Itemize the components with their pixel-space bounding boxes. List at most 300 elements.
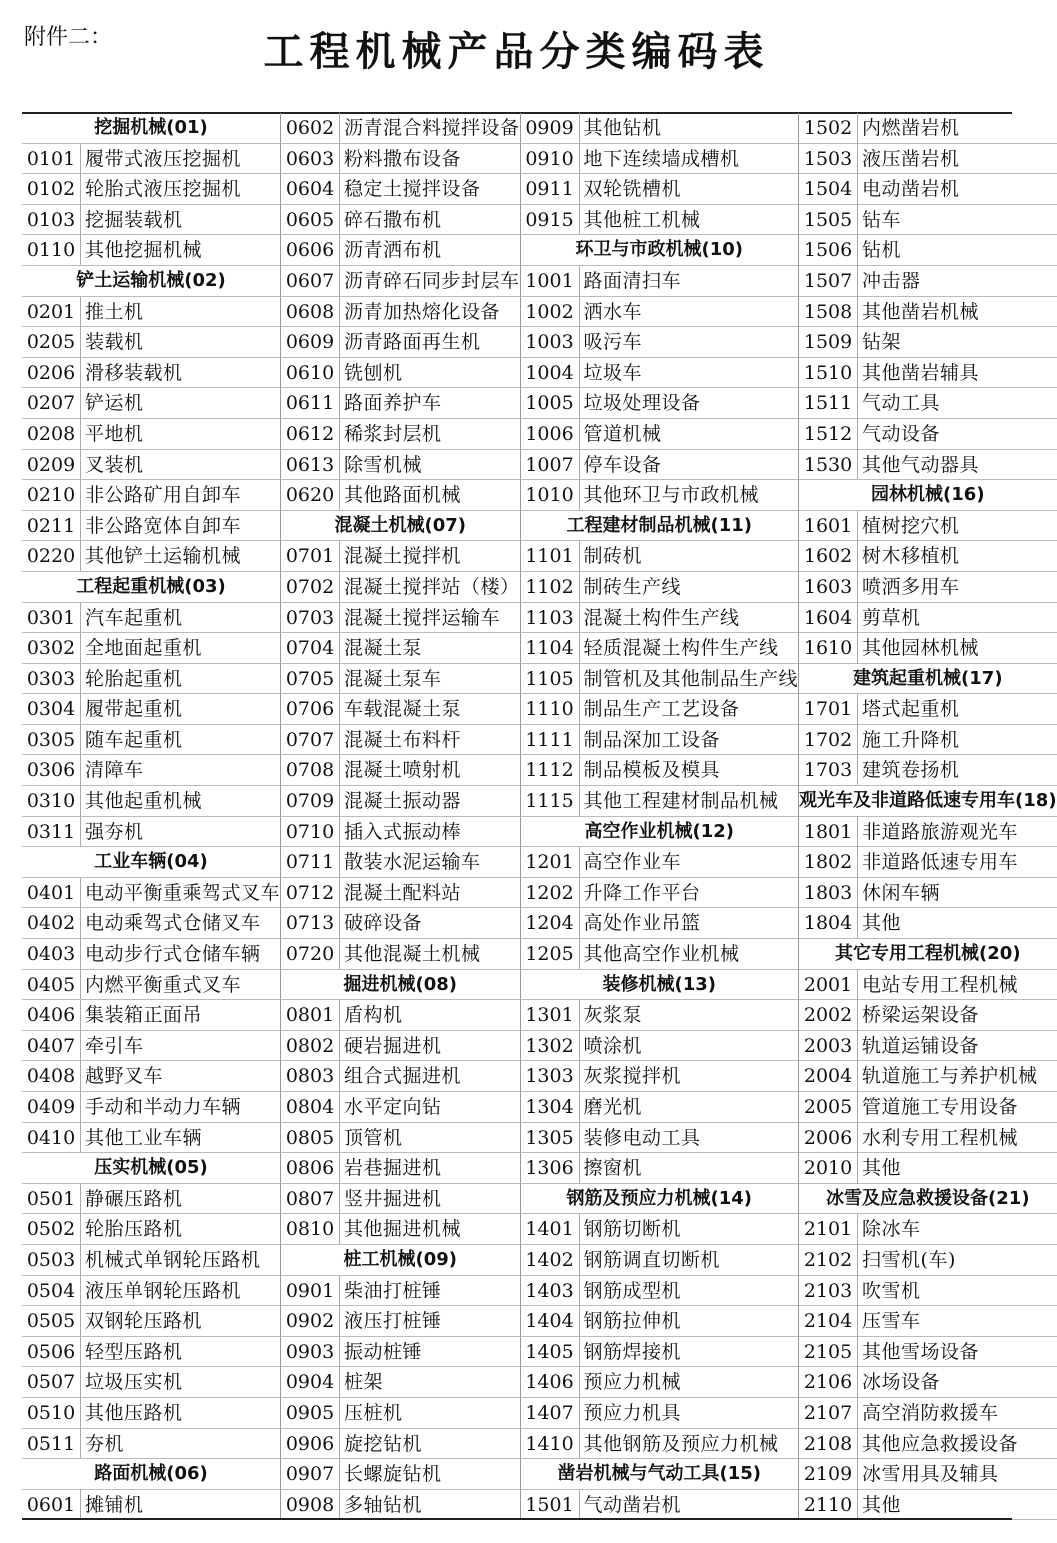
product-name: 垃圾处理设备: [583, 392, 701, 415]
category-header: 环卫与市政机械(10): [521, 235, 800, 266]
product-code: 1603: [799, 572, 858, 602]
product-code: 0110: [22, 235, 81, 265]
product-name: 轮胎式液压挖掘机: [85, 178, 242, 201]
product-name: 擦窗机: [583, 1157, 643, 1180]
category-header: 工程起重机械(03): [22, 572, 281, 603]
product-name: 履带式液压挖掘机: [85, 147, 242, 170]
table-row: [22, 755, 281, 786]
product-name: 管道机械: [583, 422, 662, 445]
product-name: 混凝土配料站: [344, 881, 462, 904]
product-code: 0220: [22, 541, 81, 571]
table-row: [521, 755, 800, 786]
table-row: [281, 664, 521, 695]
product-name: 混凝土搅拌站（楼）: [344, 575, 520, 598]
product-name: 电动步行式仓储车辆: [85, 943, 261, 966]
table-row: [799, 144, 1057, 175]
product-name: 集装箱正面吊: [85, 1004, 203, 1027]
product-code: 1804: [799, 908, 858, 938]
product-name: 高空消防救援车: [862, 1401, 999, 1424]
table-row: [281, 1184, 521, 1215]
product-code: 0701: [281, 541, 340, 571]
product-code: 1604: [799, 603, 858, 633]
table-row: [22, 1490, 281, 1521]
product-name: 升降工作平台: [583, 881, 701, 904]
table-row: [281, 235, 521, 266]
table-row: [521, 664, 800, 695]
product-code: 0409: [22, 1092, 81, 1122]
category-header: 混凝土机械(07): [281, 511, 521, 542]
product-name: 稀浆封层机: [344, 422, 442, 445]
product-code: 0713: [281, 908, 340, 938]
product-code: 2003: [799, 1031, 858, 1061]
product-name: 混凝土泵: [344, 637, 423, 660]
table-row: [521, 633, 800, 664]
product-code: 0407: [22, 1031, 81, 1061]
product-name: 植树挖穴机: [862, 514, 960, 537]
table-row: [799, 1000, 1057, 1031]
product-name: 破碎设备: [344, 912, 423, 935]
category-header: 路面机械(06): [22, 1459, 281, 1490]
product-name: 灰浆泵: [583, 1004, 643, 1027]
product-name: 混凝土喷射机: [344, 759, 462, 782]
product-code: 0707: [281, 725, 340, 755]
product-name: 剪草机: [862, 606, 921, 629]
product-name: 内燃平衡重式叉车: [85, 973, 242, 996]
table-row: [22, 633, 281, 664]
product-name: 顶管机: [344, 1126, 403, 1149]
product-code: 1007: [521, 450, 580, 480]
table-row: [281, 358, 521, 389]
table-row: [281, 603, 521, 634]
product-name: 静碾压路机: [85, 1187, 183, 1210]
product-code: 0403: [22, 939, 81, 969]
product-code: 2004: [799, 1061, 858, 1091]
table-row: [281, 1153, 521, 1184]
product-code: 1111: [521, 725, 580, 755]
product-code: 0603: [281, 144, 340, 174]
table-row: [281, 817, 521, 848]
product-name: 轻质混凝土构件生产线: [583, 637, 779, 660]
product-name: 平地机: [85, 422, 144, 445]
product-name: 其他路面机械: [344, 484, 462, 507]
product-name: 灰浆搅拌机: [583, 1065, 682, 1088]
product-name: 其他应急救援设备: [862, 1432, 1019, 1455]
product-code: 0901: [281, 1276, 340, 1306]
table-row: [799, 1214, 1057, 1245]
product-code: 1204: [521, 908, 580, 938]
product-name: 牵引车: [85, 1034, 144, 1057]
product-name: 柴油打桩锤: [344, 1279, 442, 1302]
product-code: 1105: [521, 664, 580, 694]
product-name: 组合式掘进机: [344, 1065, 462, 1088]
product-code: 1303: [521, 1061, 580, 1091]
table-row: [521, 480, 800, 511]
table-row: [521, 786, 800, 817]
product-name: 钢筋切断机: [583, 1218, 682, 1241]
product-name: 垃圾压实机: [85, 1371, 183, 1394]
product-name: 气动凿岩机: [583, 1493, 682, 1516]
table-row: [281, 725, 521, 756]
category-header: 装修机械(13): [521, 970, 800, 1001]
table-row: [799, 113, 1057, 144]
product-code: 0401: [22, 878, 81, 908]
product-name: 履带起重机: [85, 698, 183, 721]
category-header: 压实机械(05): [22, 1153, 281, 1184]
product-code: 1001: [521, 266, 580, 296]
product-name: 混凝土搅拌机: [344, 545, 462, 568]
product-name: 液压打桩锤: [344, 1310, 442, 1333]
product-code: 1504: [799, 174, 858, 204]
table-row: [799, 388, 1057, 419]
product-code: 1602: [799, 541, 858, 571]
product-code: 0904: [281, 1367, 340, 1397]
table-row: [521, 358, 800, 389]
table-row: [22, 1061, 281, 1092]
table-row: [22, 419, 281, 450]
product-code: 1511: [799, 388, 858, 418]
product-name: 电动凿岩机: [862, 178, 960, 201]
table-row: [281, 939, 521, 970]
product-code: 1505: [799, 205, 858, 235]
product-name: 其他起重机械: [85, 790, 203, 813]
table-row: [799, 235, 1057, 266]
product-name: 其他: [862, 1493, 902, 1516]
category-header: 高空作业机械(12): [521, 817, 800, 848]
table-row: [281, 1337, 521, 1368]
table-row: [521, 1123, 800, 1154]
product-code: 0502: [22, 1214, 81, 1244]
product-code: 0604: [281, 174, 340, 204]
product-name: 液压凿岩机: [862, 147, 960, 170]
table-row: [281, 388, 521, 419]
table-row: [281, 480, 521, 511]
product-code: 1301: [521, 1000, 580, 1030]
product-name: 钻车: [862, 208, 902, 231]
product-name: 全地面起重机: [85, 637, 203, 660]
table-row: [281, 1367, 521, 1398]
product-code: 0511: [22, 1429, 81, 1459]
table-row: [281, 694, 521, 725]
product-name: 其他钻机: [583, 117, 662, 139]
product-name: 非道路旅游观光车: [862, 820, 1019, 843]
product-name: 非道路低速专用车: [862, 851, 1019, 874]
product-name: 制品深加工设备: [583, 728, 721, 751]
table-row: [281, 205, 521, 236]
product-code: 1306: [521, 1153, 580, 1183]
table-row: [799, 205, 1057, 236]
table-row: [799, 1306, 1057, 1337]
table-row: [281, 572, 521, 603]
product-code: 0510: [22, 1398, 81, 1428]
table-row: [521, 603, 800, 634]
product-code: 1507: [799, 266, 858, 296]
product-name: 洒水车: [583, 300, 643, 323]
product-code: 2001: [799, 970, 858, 1000]
table-row: [521, 1000, 800, 1031]
product-code: 1501: [521, 1490, 580, 1520]
product-name: 滑移装载机: [85, 361, 183, 384]
table-row: [799, 297, 1057, 328]
product-name: 混凝土搅拌运输车: [344, 606, 501, 629]
table-row: [799, 1031, 1057, 1062]
product-name: 越野叉车: [85, 1065, 164, 1088]
product-code: 1407: [521, 1398, 580, 1428]
product-code: 1508: [799, 297, 858, 327]
product-name: 岩巷掘进机: [344, 1157, 442, 1180]
table-row: [281, 1490, 521, 1521]
attachment-label: 附件二：: [24, 25, 113, 50]
table-row: [22, 1306, 281, 1337]
product-name: 路面清扫车: [583, 269, 682, 292]
product-name: 吹雪机: [862, 1279, 921, 1302]
product-name: 地下连续墙成槽机: [583, 147, 740, 170]
product-name: 硬岩掘进机: [344, 1034, 442, 1057]
product-code: 0804: [281, 1092, 340, 1122]
product-name: 振动桩锤: [344, 1340, 423, 1363]
product-name: 轨道运铺设备: [862, 1034, 980, 1057]
table-row: [521, 1429, 800, 1460]
product-code: 0609: [281, 327, 340, 357]
table-row: [799, 266, 1057, 297]
product-code: 1801: [799, 817, 858, 847]
product-code: 1104: [521, 633, 580, 663]
product-name: 汽车起重机: [85, 606, 183, 629]
product-code: 0310: [22, 786, 81, 816]
category-header: 铲土运输机械(02): [22, 266, 281, 297]
product-code: 0610: [281, 358, 340, 388]
product-name: 电动平衡重乘驾式叉车: [85, 881, 281, 904]
product-name: 车载混凝土泵: [344, 698, 462, 721]
category-header: 桩工机械(09): [281, 1245, 521, 1276]
product-code: 0806: [281, 1153, 340, 1183]
table-row: [521, 1092, 800, 1123]
product-code: 1004: [521, 358, 580, 388]
product-name: 制管机及其他制品生产线: [583, 667, 799, 690]
table-row: [521, 1306, 800, 1337]
product-name: 轮胎起重机: [85, 667, 183, 690]
category-header: 挖掘机械(01): [22, 113, 281, 144]
product-code: 0708: [281, 755, 340, 785]
table-row: [799, 847, 1057, 878]
product-name: 非公路宽体自卸车: [85, 514, 242, 537]
product-code: 0810: [281, 1214, 340, 1244]
table-row: [22, 664, 281, 695]
product-name: 预应力机具: [583, 1401, 682, 1424]
table-row: [281, 1123, 521, 1154]
product-name: 吸污车: [583, 331, 643, 354]
table-row: [799, 1123, 1057, 1154]
product-code: 2110: [799, 1490, 858, 1520]
product-code: 0712: [281, 878, 340, 908]
product-name: 轮胎压路机: [85, 1218, 183, 1241]
table-row: [799, 327, 1057, 358]
product-code: 0504: [22, 1276, 81, 1306]
product-code: 0802: [281, 1031, 340, 1061]
product-code: 0803: [281, 1061, 340, 1091]
product-code: 1404: [521, 1306, 580, 1336]
product-name: 非公路矿用自卸车: [85, 484, 242, 507]
product-name: 压雪车: [862, 1310, 921, 1333]
table-row: [281, 847, 521, 878]
table-row: [22, 1398, 281, 1429]
product-code: 0206: [22, 358, 81, 388]
product-name: 推土机: [85, 300, 144, 323]
product-name: 随车起重机: [85, 728, 183, 751]
table-row: [521, 1398, 800, 1429]
table-row: [521, 1490, 800, 1521]
product-code: 1509: [799, 327, 858, 357]
product-code: 0103: [22, 205, 81, 235]
table-row: [799, 1061, 1057, 1092]
product-code: 2108: [799, 1429, 858, 1459]
product-code: 0915: [521, 205, 580, 235]
table-row: [799, 694, 1057, 725]
product-code: 0507: [22, 1367, 81, 1397]
table-row: [22, 1276, 281, 1307]
table-row: [521, 694, 800, 725]
product-code: 0905: [281, 1398, 340, 1428]
product-name: 其他: [862, 912, 902, 935]
product-code: 1005: [521, 388, 580, 418]
product-name: 轻型压路机: [85, 1340, 183, 1363]
product-code: 0911: [521, 174, 580, 204]
table-row: [22, 603, 281, 634]
product-code: 0605: [281, 205, 340, 235]
table-row: [521, 450, 800, 481]
product-name: 其他工程建材制品机械: [583, 790, 779, 813]
product-code: 1405: [521, 1337, 580, 1367]
product-code: 2106: [799, 1367, 858, 1397]
product-name: 其他高空作业机械: [583, 943, 740, 966]
product-code: 1202: [521, 878, 580, 908]
product-code: 1102: [521, 572, 580, 602]
product-code: 0303: [22, 664, 81, 694]
table-row: [799, 1398, 1057, 1429]
table-row: [521, 144, 800, 175]
table-row: [22, 1367, 281, 1398]
product-code: 0705: [281, 664, 340, 694]
table-row: [799, 1153, 1057, 1184]
table-row: [799, 511, 1057, 542]
product-code: 1403: [521, 1276, 580, 1306]
product-name: 液压单钢轮压路机: [85, 1279, 242, 1302]
product-name: 其他压路机: [85, 1401, 183, 1424]
product-name: 制砖生产线: [583, 575, 682, 598]
product-code: 1201: [521, 847, 580, 877]
product-name: 装载机: [85, 331, 144, 354]
table-row: [22, 878, 281, 909]
product-code: 1406: [521, 1367, 580, 1397]
product-name: 其他挖掘机械: [85, 239, 203, 262]
product-code: 0410: [22, 1123, 81, 1153]
product-name: 其他桩工机械: [583, 208, 701, 231]
table-row: [281, 1306, 521, 1337]
product-code: 1701: [799, 694, 858, 724]
table-row: [521, 572, 800, 603]
product-name: 建筑卷扬机: [862, 759, 960, 782]
product-code: 1304: [521, 1092, 580, 1122]
product-name: 路面养护车: [344, 392, 442, 415]
product-code: 1502: [799, 113, 858, 143]
table-row: [22, 1184, 281, 1215]
product-name: 钢筋焊接机: [583, 1340, 682, 1363]
product-name: 压桩机: [344, 1401, 403, 1424]
table-row: [22, 205, 281, 236]
table-row: [22, 1245, 281, 1276]
product-code: 0304: [22, 694, 81, 724]
table-row: [281, 1000, 521, 1031]
product-name: 制砖机: [583, 545, 643, 568]
category-header: 工程建材制品机械(11): [521, 511, 800, 542]
product-name: 散装水泥运输车: [344, 851, 481, 874]
category-header: 掘进机械(08): [281, 970, 521, 1001]
product-code: 0208: [22, 419, 81, 449]
product-name: 稳定土搅拌设备: [344, 178, 481, 201]
product-name: 扫雪机(车): [862, 1248, 956, 1271]
product-name: 混凝土构件生产线: [583, 606, 740, 629]
product-code: 1703: [799, 755, 858, 785]
product-code: 2010: [799, 1153, 858, 1183]
product-code: 0301: [22, 603, 81, 633]
product-name: 冰场设备: [862, 1371, 941, 1394]
table-row: [281, 1429, 521, 1460]
product-code: 0906: [281, 1429, 340, 1459]
product-name: 制品模板及模具: [583, 759, 721, 782]
table-row: [521, 1061, 800, 1092]
product-code: 0710: [281, 817, 340, 847]
product-code: 0406: [22, 1000, 81, 1030]
product-code: 1803: [799, 878, 858, 908]
table-row: [22, 1429, 281, 1460]
product-code: 1503: [799, 144, 858, 174]
table-row: [22, 1031, 281, 1062]
product-code: 0402: [22, 908, 81, 938]
table-row: [799, 1429, 1057, 1460]
table-row: [799, 1367, 1057, 1398]
table-row: [22, 694, 281, 725]
table-row: [22, 144, 281, 175]
table-row: [799, 603, 1057, 634]
table-row: [22, 786, 281, 817]
product-code: 0311: [22, 817, 81, 847]
table-row: [22, 174, 281, 205]
table-row: [521, 1276, 800, 1307]
product-name: 施工升降机: [862, 728, 960, 751]
table-row: [22, 1092, 281, 1123]
product-name: 气动设备: [862, 422, 941, 445]
table-row: [799, 908, 1057, 939]
category-header: 冰雪及应急救援设备(21): [799, 1184, 1057, 1215]
table-row: [281, 878, 521, 909]
product-code: 1302: [521, 1031, 580, 1061]
table-row: [799, 419, 1057, 450]
product-code: 1601: [799, 511, 858, 541]
product-name: 多轴钻机: [344, 1493, 423, 1516]
product-code: 2006: [799, 1123, 858, 1153]
product-code: 0709: [281, 786, 340, 816]
table-row: [281, 1398, 521, 1429]
product-code: 0201: [22, 297, 81, 327]
table-row: [799, 725, 1057, 756]
product-code: 0506: [22, 1337, 81, 1367]
product-code: 0505: [22, 1306, 81, 1336]
product-code: 0909: [521, 113, 580, 143]
table-row: [281, 419, 521, 450]
product-name: 电站专用工程机械: [862, 973, 1019, 996]
table-row: [22, 450, 281, 481]
table-row: [799, 1245, 1057, 1276]
table-row: [281, 266, 521, 297]
